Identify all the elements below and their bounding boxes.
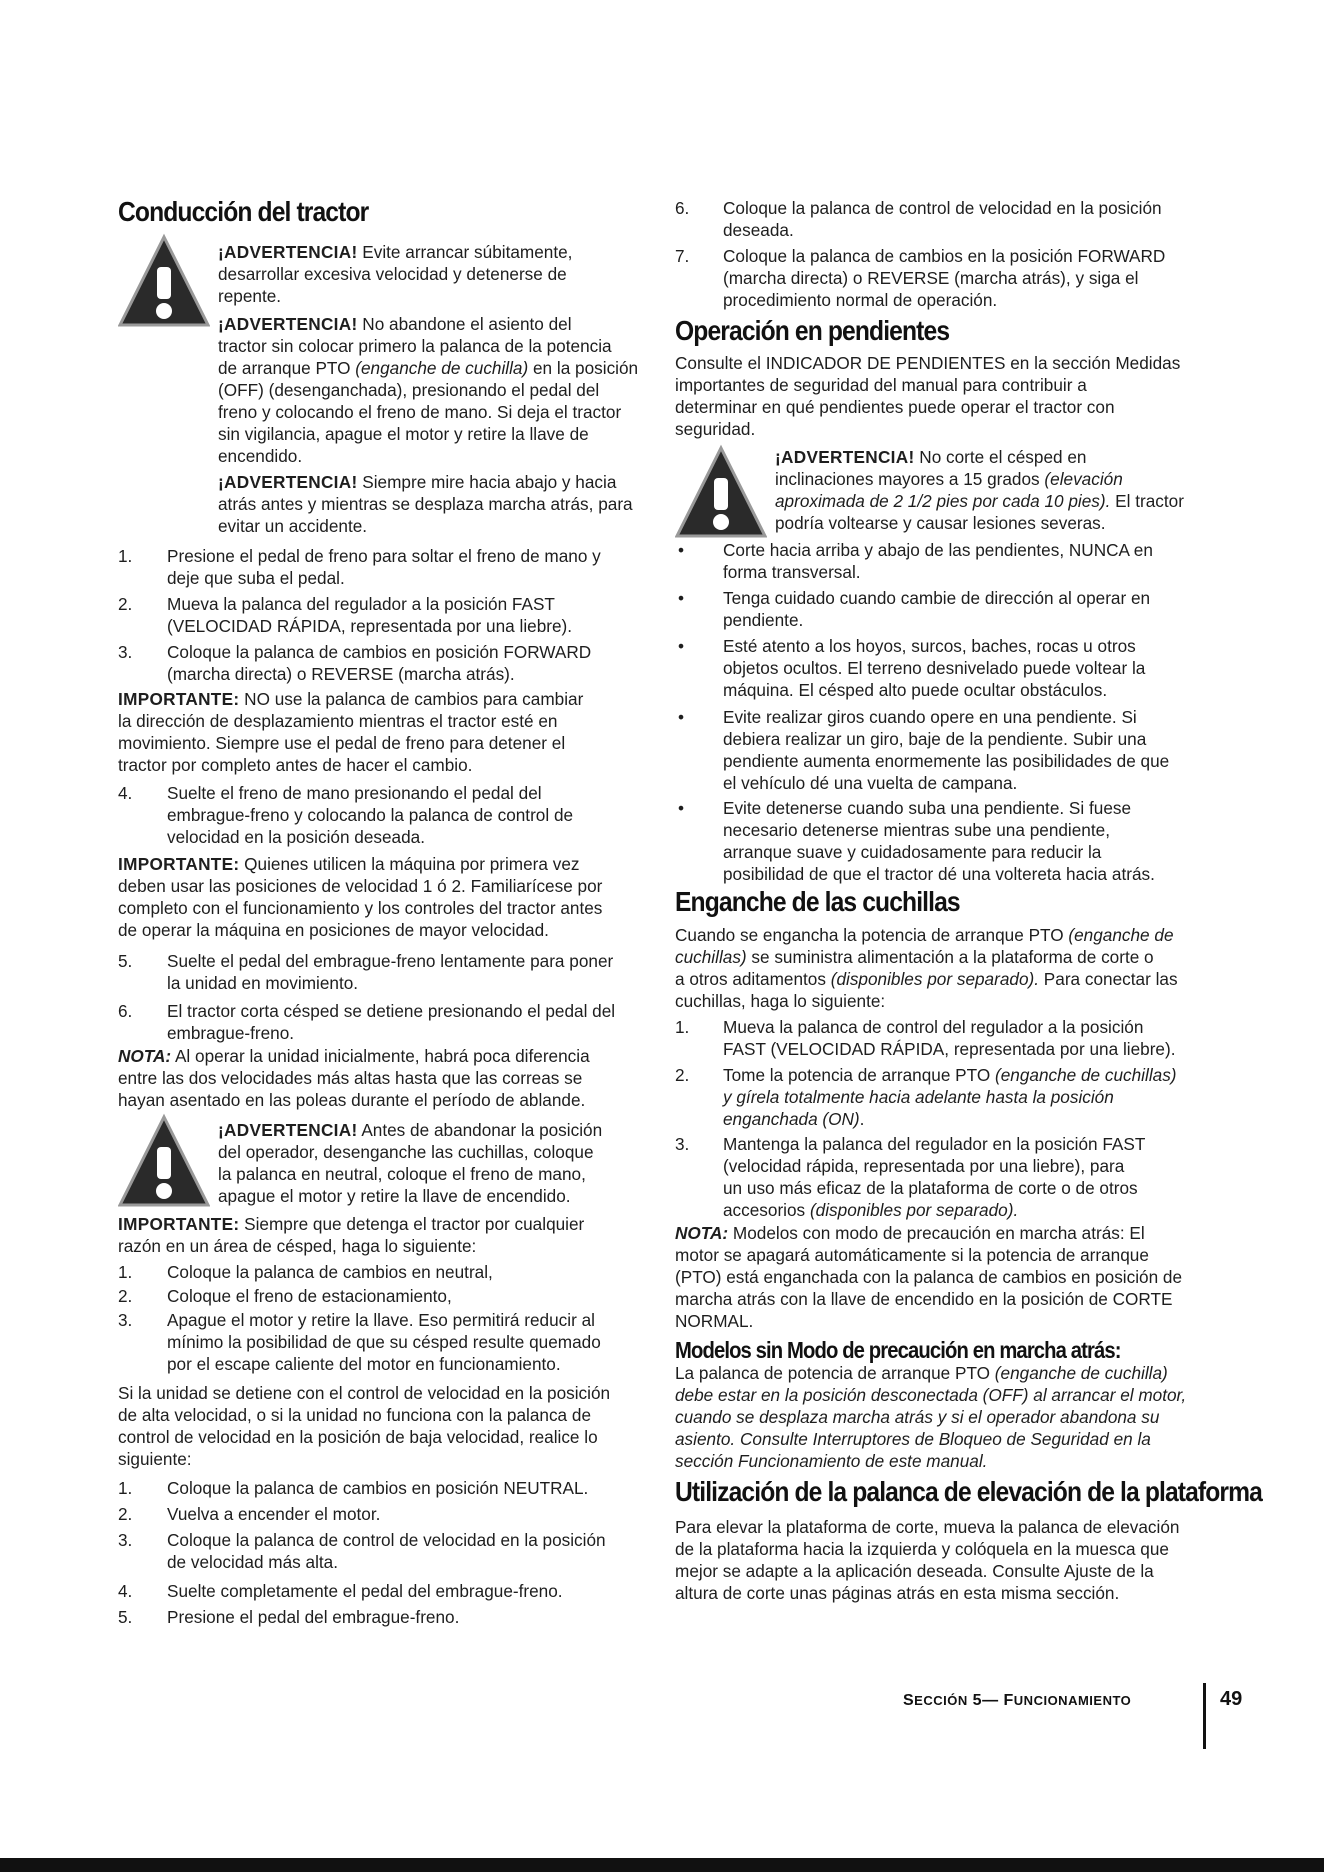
step-text: Presione el pedal de freno para soltar el freno de mano y [167,546,601,566]
bullet-mark: • [678,636,685,656]
step-text: Suelte el freno de mano presionando el pedal del [167,783,542,803]
step-number: 4. [118,783,133,803]
bullet-text: máquina. El césped alto puede ocultar obstáculos. [723,680,1108,700]
bullet-text: posibilidad de que el tractor dé una voltereta hacia atrás. [723,864,1155,884]
heading-conduccion: Conducción del tractor [118,196,369,227]
bullet-text: debiera realizar un giro, baje de la pendiente. Subir una [723,729,1147,749]
bullet-text: pendiente aumenta enormemente las posibilidades de que [723,751,1170,771]
importante-2-line3: completo con el funcionamiento y los controles del tractor antes [118,898,603,918]
step-number: 3. [118,1310,133,1330]
importante-2-line4: de operar la máquina en posiciones de mayor velocidad. [118,920,549,940]
warning-2-line4: (OFF) (desenganchada), presionando el pedal del [218,380,600,400]
step-text: (marcha directa) o REVERSE (marcha atrás). [167,664,515,684]
footer-divider [1203,1683,1206,1749]
paragraph-line: asiento. Consulte Interruptores de Bloqueo de Seguridad en la [675,1429,1151,1449]
bullet-text: el vehículo dé una vuelta de campana. [723,773,1018,793]
paragraph-line: Consulte el INDICADOR DE PENDIENTES en la sección Medidas [675,353,1181,373]
nota-line2: motor se apagará automáticamente si la potencia de arranque [675,1245,1149,1265]
paragraph-line: cuchillas, haga lo siguiente: [675,991,886,1011]
step-text: la unidad en movimiento. [167,973,359,993]
step-text: Coloque la palanca de control de velocidad en la posición [723,198,1162,218]
step-text: procedimiento normal de operación. [723,290,998,310]
warning-4-line1: ¡ADVERTENCIA! Antes de abandonar la posición [218,1120,603,1140]
step-text: Tome la potencia de arranque PTO (enganche de cuchillas) [723,1065,1177,1085]
warning-2-line3: de arranque PTO (enganche de cuchilla) en la posición [218,358,639,378]
step-text: (marcha directa) o REVERSE (marcha atrás), y siga el [723,268,1139,288]
warning-4-line4: apague el motor y retire la llave de encendido. [218,1186,571,1206]
warning-triangle-icon [675,444,767,540]
bullet-text: objetos ocultos. El terreno desnivelado puede voltear la [723,658,1146,678]
step-number: 4. [118,1581,133,1601]
heading-enganche-cuchillas: Enganche de las cuchillas [675,886,960,917]
step-text: Suelte completamente el pedal del embrague-freno. [167,1581,563,1601]
warning-2-line1: ¡ADVERTENCIA! No abandone el asiento del [218,314,572,334]
step-number: 5. [118,951,133,971]
warning-3-line3: evitar un accidente. [218,516,368,536]
bullet-text: necesario detenerse mientras sube una pendiente, [723,820,1110,840]
step-text: Coloque la palanca de cambios en posición FORWARD [167,642,592,662]
nota-line2: entre las dos velocidades más altas hasta que las correas se [118,1068,583,1088]
paragraph-line: siguiente: [118,1449,192,1469]
warning-4-line2: del operador, desenganche las cuchillas, coloque [218,1142,594,1162]
bullet-text: Corte hacia arriba y abajo de las pendientes, NUNCA en [723,540,1153,560]
nota-line4: marcha atrás con la llave de encendido en la posición de CORTE [675,1289,1173,1309]
step-text: enganchada (ON). [723,1109,865,1129]
step-text: (VELOCIDAD RÁPIDA, representada por una liebre). [167,616,573,636]
warning-slope-line1: ¡ADVERTENCIA! No corte el césped en [775,447,1087,467]
step-text: mínimo la posibilidad de que su césped resulte quemado [167,1332,601,1352]
bullet-mark: • [678,707,685,727]
step-text: Coloque la palanca de control de velocidad en la posición [167,1530,606,1550]
step-text: Suelte el pedal del embrague-freno lentamente para poner [167,951,614,971]
step-text: de velocidad más alta. [167,1552,339,1572]
step-number: 2. [118,594,133,614]
step-text: Mantenga la palanca del regulador en la posición FAST [723,1134,1146,1154]
paragraph-line: determinar en qué pendientes puede operar el tractor con [675,397,1115,417]
paragraph-line: Cuando se engancha la potencia de arranque PTO (enganche de [675,925,1174,945]
warning-3-line1: ¡ADVERTENCIA! Siempre mire hacia abajo y hacia [218,472,617,492]
bullet-text: Tenga cuidado cuando cambie de dirección al operar en [723,588,1151,608]
warning-2-line7: encendido. [218,446,303,466]
importante-1-line2: la dirección de desplazamiento mientras el tractor esté en [118,711,558,731]
paragraph-line: a otros aditamentos (disponibles por separado). Para conectar las [675,969,1178,989]
step-text: deje que suba el pedal. [167,568,345,588]
warning-1-line1: ¡ADVERTENCIA! Evite arrancar súbitamente, [218,242,573,262]
importante-2-line2: deben usar las posiciones de velocidad 1 ó 2. Familiarícese por [118,876,603,896]
paragraph-line: importantes de seguridad del manual para contribuir a [675,375,1087,395]
nota-line5: NORMAL. [675,1311,754,1331]
paragraph-line: control de velocidad en la posición de baja velocidad, realice lo [118,1427,598,1447]
nota-line3: (PTO) está enganchada con la palanca de cambios en posición de [675,1267,1183,1287]
footer-section-label: SECCIÓN 5— FUNCIONAMIENTO [903,1692,1132,1709]
step-text: embrague-freno y colocando la palanca de control de [167,805,574,825]
bullet-mark: • [678,798,685,818]
step-number: 1. [675,1017,690,1037]
step-number: 3. [675,1134,690,1154]
step-text: deseada. [723,220,794,240]
step-number: 3. [118,642,133,662]
paragraph-line: seguridad. [675,419,756,439]
page-number: 49 [1220,1688,1243,1710]
bullet-text: arranque suave y cuidadosamente para reducir la [723,842,1102,862]
step-text: FAST (VELOCIDAD RÁPIDA, representada por una liebre). [723,1039,1176,1059]
importante-1-line4: tractor por completo antes de hacer el cambio. [118,755,473,775]
warning-3-line2: atrás antes y mientras se desplaza marcha atrás, para [218,494,633,514]
bullet-text: Esté atento a los hoyos, surcos, baches, rocas u otros [723,636,1136,656]
step-text: Coloque la palanca de cambios en posición NEUTRAL. [167,1478,589,1498]
paragraph-line: sección Funcionamiento de este manual. [675,1451,988,1471]
bullet-text: forma transversal. [723,562,861,582]
nota-line1: NOTA: Modelos con modo de precaución en marcha atrás: El [675,1223,1145,1243]
bullet-text: pendiente. [723,610,804,630]
heading-modelos-sin-modo: Modelos sin Modo de precaución en marcha atrás: [675,1337,1121,1363]
paragraph-line: de alta velocidad, o si la unidad no funciona con la palanca de [118,1405,592,1425]
warning-triangle-icon [118,1113,210,1209]
paragraph-line: La palanca de potencia de arranque PTO (enganche de cuchilla) [675,1363,1168,1383]
step-number: 3. [118,1530,133,1550]
step-number: 1. [118,1262,133,1282]
warning-1-line3: repente. [218,286,282,306]
warning-slope-line3: aproximada de 2 1/2 pies por cada 10 pies). El tractor [775,491,1184,511]
paragraph-line: mejor se adapte a la aplicación deseada. Consulte Ajuste de la [675,1561,1154,1581]
step-number: 6. [118,1001,133,1021]
step-number: 1. [118,546,133,566]
step-text: velocidad en la posición deseada. [167,827,425,847]
paragraph-line: cuchillas) se suministra alimentación a la plataforma de corte o [675,947,1154,967]
heading-operacion-pendientes: Operación en pendientes [675,315,950,346]
step-text: por el escape caliente del motor en funcionamiento. [167,1354,561,1374]
step-text: Apague el motor y retire la llave. Eso permitirá reducir al [167,1310,595,1330]
step-text: Mueva la palanca del regulador a la posición FAST [167,594,555,614]
step-number: 2. [675,1065,690,1085]
paragraph-line: cuando se desplaza marcha atrás y si el operador abandona su [675,1407,1160,1427]
warning-2-line2: tractor sin colocar primero la palanca de la potencia [218,336,612,356]
step-number: 7. [675,246,690,266]
step-text: (velocidad rápida, representada por una liebre), para [723,1156,1125,1176]
warning-2-line6: sin vigilancia, apague el motor y retire la llave de [218,424,589,444]
paragraph-line: Para elevar la plataforma de corte, mueva la palanca de elevación [675,1517,1180,1537]
nota-line3: hayan asentado en las poleas durante el período de ablande. [118,1090,586,1110]
warning-slope-line4: podría voltearse y causar lesiones severas. [775,513,1106,533]
step-text: Coloque la palanca de cambios en neutral, [167,1262,493,1282]
step-text: un uso más eficaz de la plataforma de corte o de otros [723,1178,1138,1198]
paragraph-line: altura de corte unas páginas atrás en esta misma sección. [675,1583,1120,1603]
paragraph-line: debe estar en la posición desconectada (OFF) al arrancar el motor, [675,1385,1187,1405]
warning-4-line3: la palanca en neutral, coloque el freno de mano, [218,1164,586,1184]
step-text: Vuelva a encender el motor. [167,1504,381,1524]
nota-line1: NOTA: Al operar la unidad inicialmente, habrá poca diferencia [118,1046,590,1066]
step-number: 5. [118,1607,133,1627]
scan-edge-band [0,1858,1324,1872]
importante-1-line3: movimiento. Siempre use el pedal de freno para detener el [118,733,566,753]
importante-2-line1: IMPORTANTE: Quienes utilicen la máquina por primera vez [118,854,580,874]
step-text: Coloque el freno de estacionamiento, [167,1286,452,1306]
step-text: El tractor corta césped se detiene presionando el pedal del [167,1001,616,1021]
importante-3-line1: IMPORTANTE: Siempre que detenga el tractor por cualquier [118,1214,585,1234]
step-number: 1. [118,1478,133,1498]
importante-1-line1: IMPORTANTE: NO use la palanca de cambios para cambiar [118,689,584,709]
bullet-mark: • [678,588,685,608]
step-number: 2. [118,1504,133,1524]
paragraph-line: de la plataforma hacia la izquierda y colóquela en la muesca que [675,1539,1169,1559]
step-text: embrague-freno. [167,1023,295,1043]
step-number: 2. [118,1286,133,1306]
warning-2-line5: freno y colocando el freno de mano. Si deja el tractor [218,402,622,422]
warning-1-line2: desarrollar excesiva velocidad y detenerse de [218,264,567,284]
heading-palanca-elevacion: Utilización de la palanca de elevación de la plataforma [675,1476,1262,1507]
step-text: Mueva la palanca de control del regulador a la posición [723,1017,1144,1037]
warning-slope-line2: inclinaciones mayores a 15 grados (elevación [775,469,1123,489]
bullet-mark: • [678,540,685,560]
step-text: Presione el pedal del embrague-freno. [167,1607,460,1627]
step-text: Coloque la palanca de cambios en la posición FORWARD [723,246,1166,266]
step-text: y gírela totalmente hacia adelante hasta la posición [723,1087,1114,1107]
importante-3-line2: razón en un área de césped, haga lo siguiente: [118,1236,477,1256]
warning-triangle-icon [118,233,210,329]
step-number: 6. [675,198,690,218]
bullet-text: Evite detenerse cuando suba una pendiente. Si fuese [723,798,1132,818]
bullet-text: Evite realizar giros cuando opere en una pendiente. Si [723,707,1137,727]
step-text: accesorios (disponibles por separado). [723,1200,1019,1220]
paragraph-line: Si la unidad se detiene con el control de velocidad en la posición [118,1383,611,1403]
